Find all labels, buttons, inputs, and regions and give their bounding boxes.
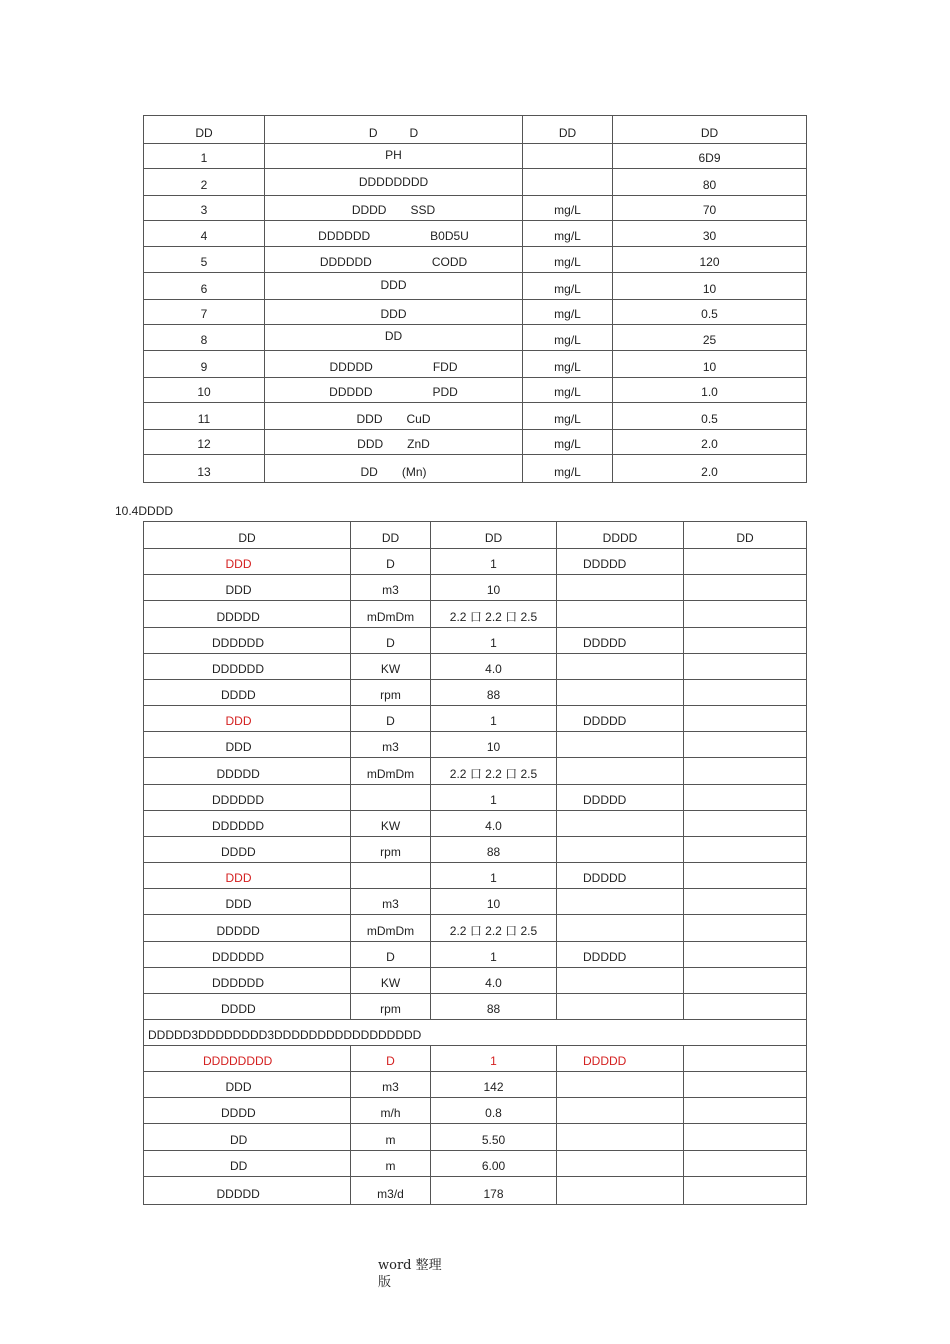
col-note — [684, 811, 807, 837]
row-unit: mg/L — [523, 403, 613, 430]
table2-row — [144, 942, 807, 968]
col-quantity: 10 — [431, 575, 557, 601]
col-material: DDDDD — [557, 1046, 684, 1072]
row-number: 10 — [144, 378, 265, 403]
col-quantity: 5.50 — [431, 1124, 557, 1151]
row-unit — [523, 169, 613, 196]
group-description: DDDDD3DDDDDDDD3DDDDDDDDDDDDDDDDD — [144, 1020, 807, 1046]
row-value: 70 — [613, 196, 807, 221]
col-quantity: 0.8 — [431, 1098, 557, 1124]
footer-watermark — [378, 1257, 448, 1291]
col-note — [684, 758, 807, 785]
header-col-quantity: DD — [431, 522, 557, 549]
col-quantity: 1 — [431, 549, 557, 575]
col-name: DDDDDD — [144, 628, 351, 654]
col-name: DDDDDDDD — [144, 1046, 351, 1072]
row-unit: mg/L — [523, 196, 613, 221]
row-number: 12 — [144, 430, 265, 455]
table2-row — [144, 889, 807, 915]
col-unit: D — [351, 628, 431, 654]
col-unit: KW — [351, 968, 431, 994]
table2-row — [144, 601, 807, 628]
col-name: DDD — [144, 863, 351, 889]
col-unit: D — [351, 942, 431, 968]
row-number: 4 — [144, 221, 265, 247]
table2-row — [144, 811, 807, 837]
col-name: DDDDD — [144, 915, 351, 942]
col-material — [557, 811, 684, 837]
header-col-note: DD — [684, 522, 807, 549]
col-unit: m3 — [351, 889, 431, 915]
col-name: DDDD — [144, 837, 351, 863]
table2-row — [144, 994, 807, 1020]
row-unit — [523, 144, 613, 169]
header-no: DD — [144, 116, 265, 144]
col-note — [684, 1046, 807, 1072]
row-unit: mg/L — [523, 273, 613, 300]
col-material — [557, 758, 684, 785]
header-unit: DD — [523, 116, 613, 144]
col-material — [557, 1072, 684, 1098]
col-material — [557, 968, 684, 994]
col-quantity: 4.0 — [431, 811, 557, 837]
col-quantity: 6.00 — [431, 1151, 557, 1177]
table2-row — [144, 680, 807, 706]
col-note — [684, 1072, 807, 1098]
row-value: 120 — [613, 247, 807, 273]
col-name: DDDDDD — [144, 968, 351, 994]
col-unit: m3 — [351, 732, 431, 758]
table1-row — [144, 351, 807, 378]
table1-row — [144, 455, 807, 483]
table2-row — [144, 628, 807, 654]
row-item-name: DDD — [380, 277, 407, 292]
col-unit: rpm — [351, 994, 431, 1020]
table2-row — [144, 549, 807, 575]
col-quantity: 88 — [431, 837, 557, 863]
row-number: 11 — [144, 403, 265, 430]
col-material — [557, 1098, 684, 1124]
col-name: DDDDD — [144, 601, 351, 628]
col-unit: m3/d — [351, 1177, 431, 1205]
row-value: 10 — [613, 351, 807, 378]
footer-line-1: word 整理 — [378, 1258, 442, 1273]
table1-row — [144, 247, 807, 273]
row-number: 6 — [144, 273, 265, 300]
row-item-symbol: B0D5U — [430, 229, 469, 243]
col-material — [557, 732, 684, 758]
row-number: 13 — [144, 455, 265, 483]
col-material — [557, 575, 684, 601]
col-quantity: 1 — [431, 785, 557, 811]
header-col-name: DD — [144, 522, 351, 549]
row-item — [265, 144, 523, 169]
col-note — [684, 785, 807, 811]
row-item — [265, 221, 523, 247]
row-value: 2.0 — [613, 430, 807, 455]
row-unit: mg/L — [523, 351, 613, 378]
row-item-name: DDDDDD — [318, 229, 371, 243]
col-unit: mDmDm — [351, 758, 431, 785]
col-name: DD — [144, 1124, 351, 1151]
row-item-name: PH — [385, 147, 402, 162]
row-value: 6D9 — [613, 144, 807, 169]
row-number: 3 — [144, 196, 265, 221]
col-quantity: 4.0 — [431, 654, 557, 680]
col-unit — [351, 785, 431, 811]
col-note — [684, 837, 807, 863]
col-unit: D — [351, 706, 431, 732]
header-value: DD — [613, 116, 807, 144]
row-item — [265, 169, 523, 196]
row-item-symbol: (Mn) — [401, 465, 427, 479]
col-material — [557, 915, 684, 942]
col-note — [684, 1151, 807, 1177]
col-material: DDDDD — [557, 785, 684, 811]
table2-row — [144, 575, 807, 601]
col-note — [684, 1124, 807, 1151]
row-item — [265, 430, 523, 455]
col-name: DDDDDD — [144, 654, 351, 680]
col-material: DDDDD — [557, 863, 684, 889]
row-item — [265, 455, 523, 483]
section-title: 10.4DDDD — [115, 504, 174, 518]
col-material: DDDDD — [557, 942, 684, 968]
col-unit: D — [351, 1046, 431, 1072]
col-material — [557, 601, 684, 628]
table2-row — [144, 732, 807, 758]
row-value: 1.0 — [613, 378, 807, 403]
col-unit: rpm — [351, 837, 431, 863]
col-quantity: 178 — [431, 1177, 557, 1205]
col-unit: m — [351, 1124, 431, 1151]
col-quantity: 1 — [431, 706, 557, 732]
row-item — [265, 378, 523, 403]
col-quantity: 88 — [431, 680, 557, 706]
header-col-unit: DD — [351, 522, 431, 549]
col-note — [684, 654, 807, 680]
table2-row — [144, 1124, 807, 1151]
col-quantity: 2.2 口 2.2 口 2.5 — [431, 915, 557, 942]
col-note — [684, 1177, 807, 1205]
row-item-name: DDDDDDDD — [358, 175, 429, 189]
row-item — [265, 403, 523, 430]
table1-row — [144, 403, 807, 430]
col-quantity: 2.2 口 2.2 口 2.5 — [431, 601, 557, 628]
col-material — [557, 1177, 684, 1205]
col-quantity: 10 — [431, 732, 557, 758]
col-quantity: 142 — [431, 1072, 557, 1098]
table2-row — [144, 1046, 807, 1072]
row-item-name: DD — [384, 329, 403, 343]
table2-row — [144, 968, 807, 994]
col-name: DD — [144, 1151, 351, 1177]
row-item-symbol: CODD — [431, 255, 468, 269]
col-quantity: 1 — [431, 1046, 557, 1072]
col-note — [684, 601, 807, 628]
col-note — [684, 732, 807, 758]
col-note — [684, 915, 807, 942]
row-item-name: DDDDDD — [319, 255, 372, 269]
col-name: DDDD — [144, 994, 351, 1020]
col-quantity: 1 — [431, 628, 557, 654]
header-item-b: D — [409, 126, 419, 140]
row-value: 30 — [613, 221, 807, 247]
row-item-name: DDDDD — [329, 385, 373, 399]
table2-row — [144, 915, 807, 942]
row-item-name: DDD — [380, 307, 407, 321]
table2-row — [144, 654, 807, 680]
col-unit — [351, 863, 431, 889]
col-name: DDD — [144, 732, 351, 758]
col-quantity: 1 — [431, 942, 557, 968]
col-name: DDD — [144, 706, 351, 732]
row-item-name: DDD — [356, 412, 383, 426]
table2-row — [144, 1098, 807, 1124]
col-note — [684, 994, 807, 1020]
table2-group-row — [144, 1020, 807, 1046]
table2-row — [144, 758, 807, 785]
row-item-symbol: FDD — [432, 360, 458, 374]
row-unit: mg/L — [523, 430, 613, 455]
row-unit: mg/L — [523, 378, 613, 403]
row-number: 9 — [144, 351, 265, 378]
col-name: DDDDD — [144, 758, 351, 785]
col-unit: m/h — [351, 1098, 431, 1124]
row-value: 25 — [613, 325, 807, 351]
row-item — [265, 247, 523, 273]
row-item-symbol: ZnD — [407, 437, 430, 451]
header-col-material: DDDD — [557, 522, 684, 549]
col-material — [557, 1124, 684, 1151]
table2-row — [144, 1151, 807, 1177]
col-quantity: 10 — [431, 889, 557, 915]
col-unit: m3 — [351, 1072, 431, 1098]
col-quantity: 4.0 — [431, 968, 557, 994]
col-unit: KW — [351, 811, 431, 837]
col-unit: KW — [351, 654, 431, 680]
table2-row — [144, 863, 807, 889]
table2-row — [144, 1177, 807, 1205]
row-unit: mg/L — [523, 455, 613, 483]
table2-row — [144, 785, 807, 811]
col-quantity: 2.2 口 2.2 口 2.5 — [431, 758, 557, 785]
table1-row — [144, 221, 807, 247]
row-value: 10 — [613, 273, 807, 300]
table1-row — [144, 169, 807, 196]
col-name: DDDD — [144, 1098, 351, 1124]
col-name: DDD — [144, 1072, 351, 1098]
row-number: 5 — [144, 247, 265, 273]
table1-row — [144, 273, 807, 300]
row-number: 1 — [144, 144, 265, 169]
col-unit: D — [351, 549, 431, 575]
row-item-symbol: PDD — [432, 385, 458, 399]
col-note — [684, 968, 807, 994]
row-item-name: DD — [360, 465, 378, 479]
col-note — [684, 1098, 807, 1124]
col-name: DDDDD — [144, 1177, 351, 1205]
col-material: DDDDD — [557, 549, 684, 575]
row-number: 2 — [144, 169, 265, 196]
row-value: 80 — [613, 169, 807, 196]
row-number: 8 — [144, 325, 265, 351]
col-material — [557, 654, 684, 680]
water-quality-table — [143, 115, 807, 483]
table2-header-row — [144, 522, 807, 549]
table1-header-row — [144, 116, 807, 144]
table2-row — [144, 1072, 807, 1098]
col-material — [557, 680, 684, 706]
header-item — [265, 116, 523, 144]
col-unit: m3 — [351, 575, 431, 601]
col-material: DDDDD — [557, 628, 684, 654]
col-unit: m — [351, 1151, 431, 1177]
col-name: DDD — [144, 889, 351, 915]
col-material: DDDDD — [557, 706, 684, 732]
col-name: DDDDDD — [144, 811, 351, 837]
equipment-table — [143, 521, 807, 1205]
col-name: DDDDDD — [144, 942, 351, 968]
col-unit: mDmDm — [351, 601, 431, 628]
col-unit: rpm — [351, 680, 431, 706]
col-material — [557, 889, 684, 915]
header-item-a: D — [368, 126, 378, 140]
table2-row — [144, 837, 807, 863]
col-material — [557, 837, 684, 863]
col-name: DDDDDD — [144, 785, 351, 811]
row-unit: mg/L — [523, 247, 613, 273]
col-material — [557, 994, 684, 1020]
table1-row — [144, 378, 807, 403]
col-name: DDD — [144, 549, 351, 575]
row-unit: mg/L — [523, 221, 613, 247]
col-note — [684, 706, 807, 732]
row-item-symbol: CuD — [406, 412, 431, 426]
col-note — [684, 628, 807, 654]
col-quantity: 88 — [431, 994, 557, 1020]
row-unit: mg/L — [523, 300, 613, 325]
footer-line-2: 版 — [378, 1275, 392, 1290]
row-unit: mg/L — [523, 325, 613, 351]
col-note — [684, 889, 807, 915]
col-material — [557, 1151, 684, 1177]
table1-row — [144, 196, 807, 221]
row-item — [265, 273, 523, 300]
table2-row — [144, 706, 807, 732]
row-number: 7 — [144, 300, 265, 325]
col-quantity: 1 — [431, 863, 557, 889]
row-item — [265, 325, 523, 351]
col-name: DDDD — [144, 680, 351, 706]
row-item-name: DDDD — [351, 203, 387, 217]
row-item — [265, 300, 523, 325]
row-item — [265, 196, 523, 221]
col-note — [684, 575, 807, 601]
table1-row — [144, 300, 807, 325]
row-value: 0.5 — [613, 403, 807, 430]
row-value: 2.0 — [613, 455, 807, 483]
col-note — [684, 549, 807, 575]
col-note — [684, 942, 807, 968]
row-item-name: DDDDD — [329, 360, 373, 374]
col-note — [684, 680, 807, 706]
table1-row — [144, 144, 807, 169]
row-item-name: DDD — [357, 437, 384, 451]
row-value: 0.5 — [613, 300, 807, 325]
row-item-symbol: SSD — [410, 203, 436, 217]
row-item — [265, 351, 523, 378]
col-note — [684, 863, 807, 889]
col-name: DDD — [144, 575, 351, 601]
col-unit: mDmDm — [351, 915, 431, 942]
table1-row — [144, 430, 807, 455]
table1-row — [144, 325, 807, 351]
